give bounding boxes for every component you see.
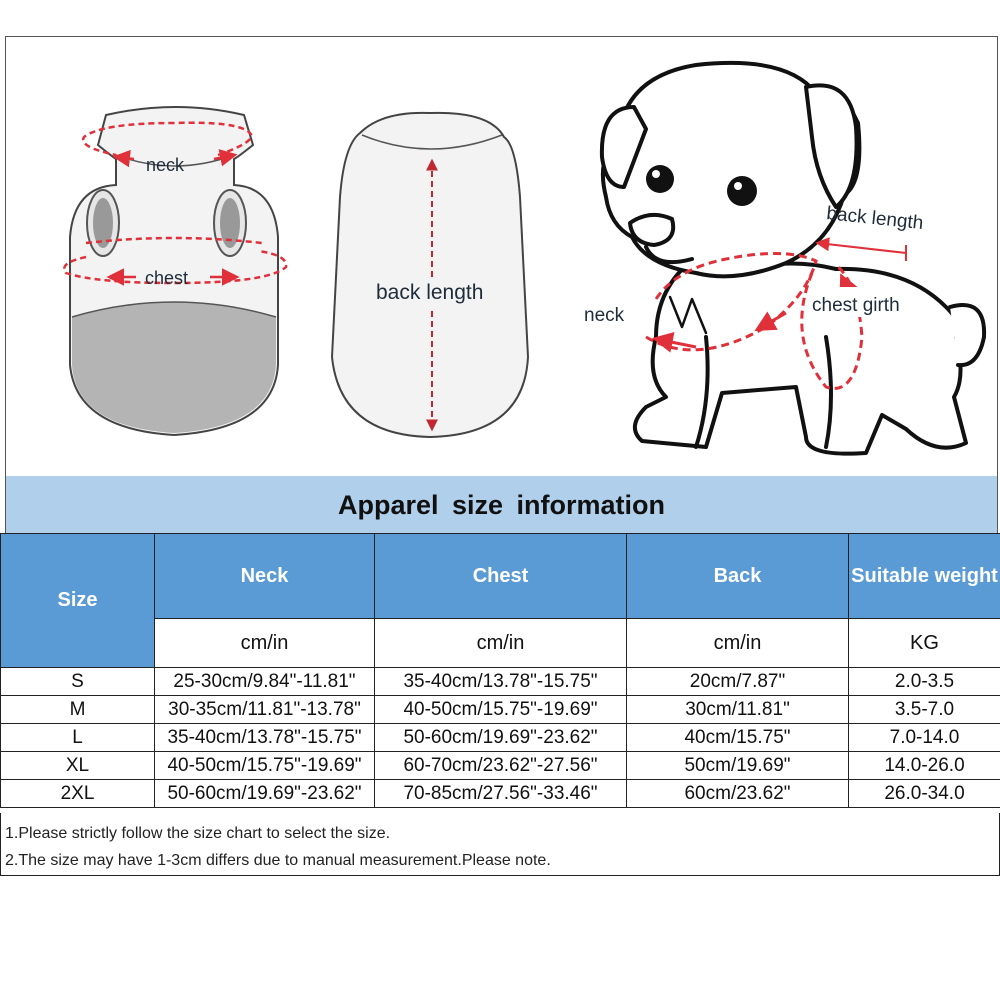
cell-size: 2XL [1, 780, 155, 808]
header-chest: Chest [375, 534, 627, 619]
cell-chest: 35-40cm/13.78"-15.75" [375, 668, 627, 696]
vest-back-drawing [332, 113, 528, 437]
vest-front-neck-label: neck [146, 155, 185, 175]
cell-size: L [1, 724, 155, 752]
size-info-title: Apparel size information [337, 489, 666, 520]
cell-chest: 40-50cm/15.75"-19.69" [375, 696, 627, 724]
table-row [1, 668, 1000, 696]
cell-neck: 25-30cm/9.84"-11.81" [155, 668, 375, 696]
cell-size: S [1, 668, 155, 696]
cell-neck: 40-50cm/15.75"-19.69" [155, 752, 375, 780]
note-line: 2.The size may have 1-3cm differs due to manual measurement.Please note. [5, 852, 551, 869]
unit-back: cm/in [627, 619, 849, 668]
table-row [1, 780, 1000, 808]
cell-weight: 7.0-14.0 [849, 724, 1000, 752]
cell-neck: 30-35cm/11.81"-13.78" [155, 696, 375, 724]
dog-neck-label: neck [584, 305, 625, 326]
unit-weight: KG [849, 619, 1000, 668]
dog-back-length-label: back length [825, 203, 925, 235]
cell-back: 30cm/11.81" [627, 696, 849, 724]
header-size: Size [1, 534, 155, 668]
cell-chest: 70-85cm/27.56"-33.46" [375, 780, 627, 808]
measurement-illustration [5, 36, 998, 476]
cell-back: 60cm/23.62" [627, 780, 849, 808]
cell-size: XL [1, 752, 155, 780]
vest-back-length-label: back length [376, 281, 484, 304]
size-info-title-bar [5, 476, 998, 534]
table-row [1, 724, 1000, 752]
table-row [1, 752, 1000, 780]
cell-neck: 50-60cm/19.69"-23.62" [155, 780, 375, 808]
dog-chest-girth-label: chest girth [812, 295, 900, 316]
cell-weight: 14.0-26.0 [849, 752, 1000, 780]
cell-size: M [1, 696, 155, 724]
cell-back: 20cm/7.87" [627, 668, 849, 696]
header-neck: Neck [155, 534, 375, 619]
cell-back: 50cm/19.69" [627, 752, 849, 780]
header-suitable-weight: Suitable weight [849, 534, 1000, 619]
cell-weight: 2.0-3.5 [849, 668, 1000, 696]
cell-chest: 50-60cm/19.69"-23.62" [375, 724, 627, 752]
unit-neck: cm/in [155, 619, 375, 668]
vest-front-drawing [64, 107, 286, 435]
vest-front-chest-label: chest [145, 268, 189, 288]
size-table [0, 533, 1000, 808]
cell-weight: 3.5-7.0 [849, 696, 1000, 724]
table-header-row [1, 534, 1000, 619]
header-back: Back [627, 534, 849, 619]
unit-chest: cm/in [375, 619, 627, 668]
illustration-svg [6, 37, 999, 477]
size-notes [0, 813, 1000, 876]
cell-back: 40cm/15.75" [627, 724, 849, 752]
dog-drawing [602, 63, 984, 454]
table-row [1, 696, 1000, 724]
cell-chest: 60-70cm/23.62"-27.56" [375, 752, 627, 780]
cell-neck: 35-40cm/13.78"-15.75" [155, 724, 375, 752]
cell-weight: 26.0-34.0 [849, 780, 1000, 808]
note-line: 1.Please strictly follow the size chart to select the size. [5, 825, 391, 842]
